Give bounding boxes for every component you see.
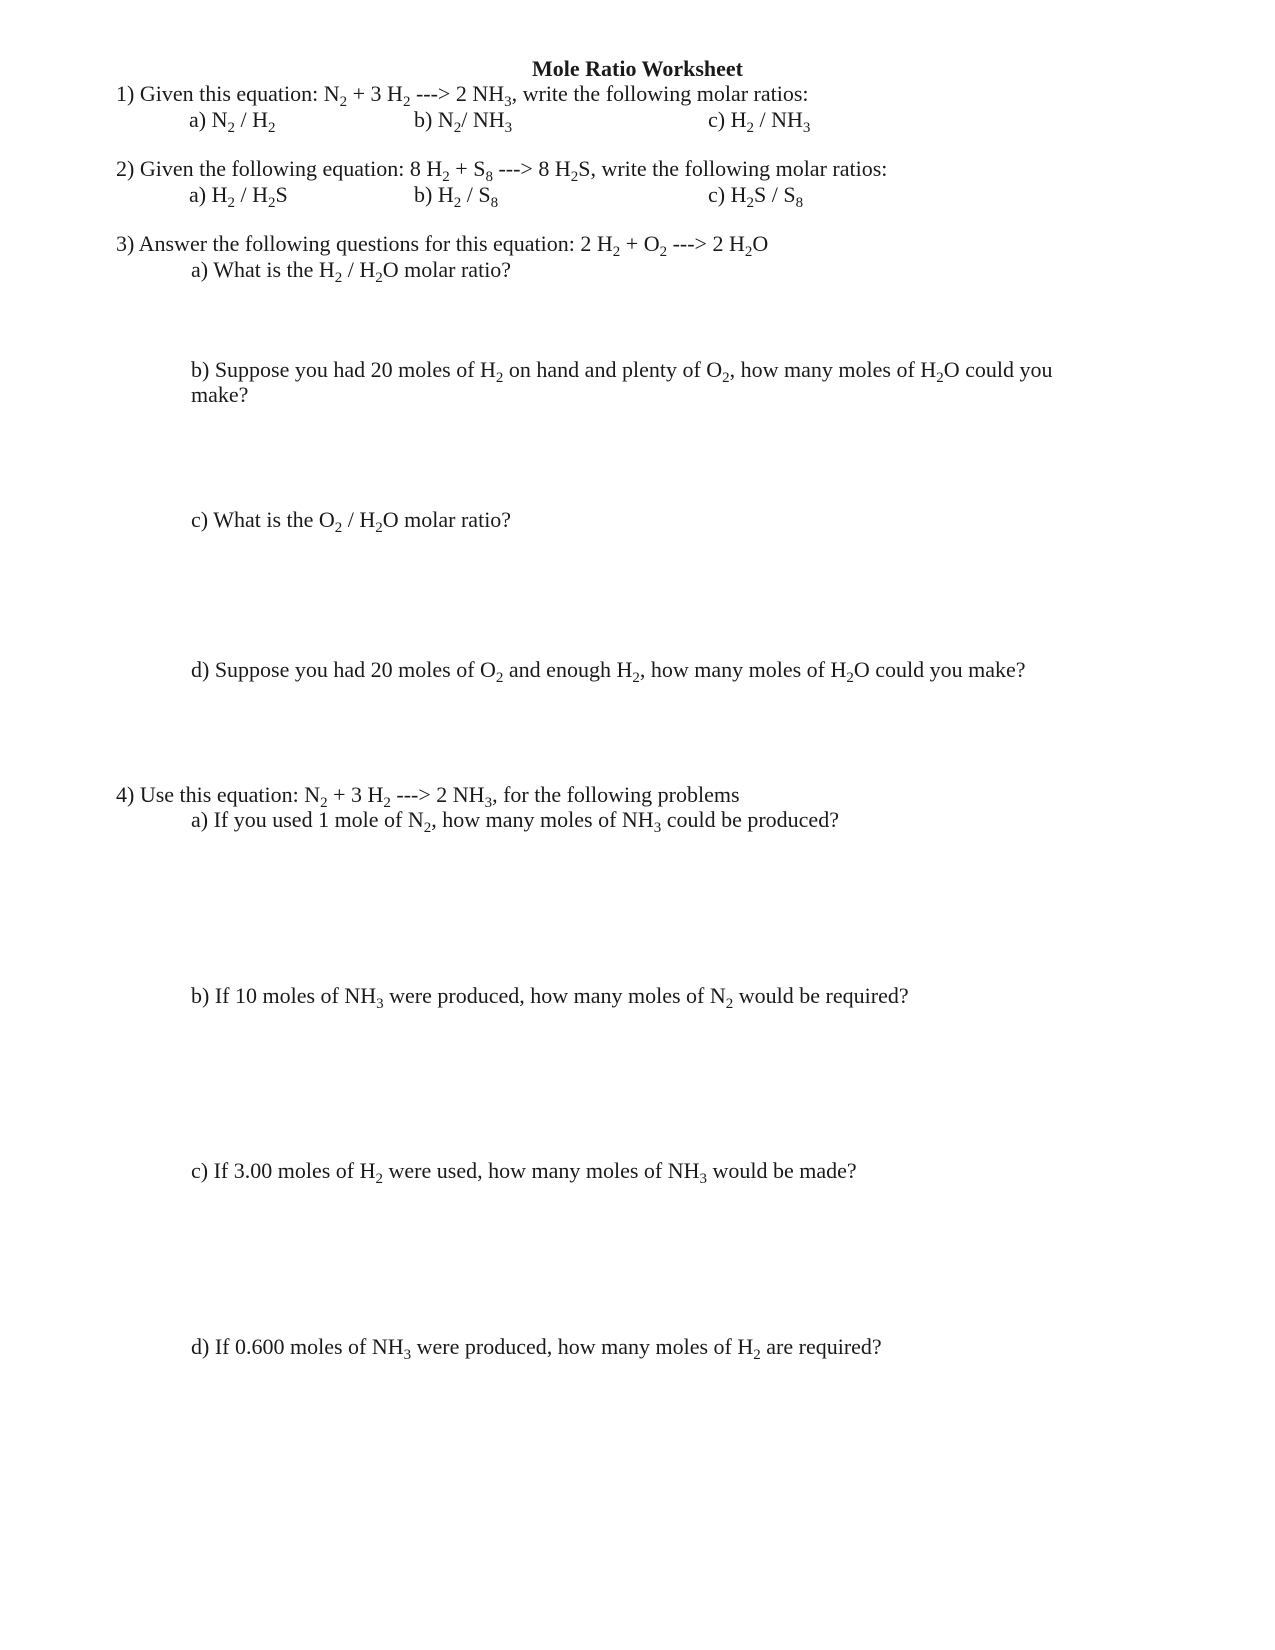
question-1-stem: 1) Given this equation: $N_2 + 3$ $H_2$ ---> 2 $NH_3$, write the following molar ratios: (116, 81, 809, 110)
subscript: 2 (442, 169, 450, 185)
subscript: 3 (484, 795, 493, 811)
subscript: 2 (453, 120, 462, 136)
subscript: 2 (227, 120, 235, 136)
subscript: 2 (495, 670, 504, 686)
subscript: 2 (383, 795, 391, 811)
subscript: 2 (753, 1347, 761, 1363)
question-2-stem: 2) Given the following equation: 8 $H_2 + S_8$ ---> 8 $H_2S$, write the following molar ratios: (116, 156, 888, 185)
subscript: 3 (802, 120, 811, 136)
subscript: 2 (375, 520, 383, 536)
question-4d: d) If 0.600 moles of $NH_3$ were produced, how many moles of $H_2$ are required? (191, 1334, 882, 1363)
subscript: 2 (334, 270, 343, 286)
question-2b: b) $H_2 / S_8$ (414, 182, 499, 211)
subscript: 2 (227, 195, 235, 211)
question-1b: b) $N_2/$ $NH_3$ (414, 107, 513, 136)
question-1a: a) $N_2 / H_2$ (189, 107, 276, 136)
subscript: 2 (320, 795, 328, 811)
subscript: 2 (746, 120, 754, 136)
question-4b: b) If 10 moles of $NH_3$ were produced, how many moles of $N_2$ would be required? (191, 983, 909, 1012)
subscript: 8 (490, 195, 499, 211)
question-2a: a) $H_2 / H_2S$ (189, 182, 288, 211)
subscript: 2 (375, 1171, 384, 1187)
question-4a: a) If you used 1 mole of $N_2$, how many moles of $NH_3$ could be produced? (191, 807, 839, 836)
question-3a: a) What is the $H_2 / H_2O$ molar ratio? (191, 257, 512, 286)
subscript: 2 (570, 169, 579, 185)
subscript: 3 (403, 1347, 412, 1363)
subscript: 2 (744, 244, 753, 260)
question-3c: c) What is the $O_2 / H_2O$ molar ratio? (191, 507, 512, 536)
question-3d: d) Suppose you had 20 moles of $O_2$ and enough $H_2$, how many moles of $H_2O$ could you make? (191, 657, 1026, 686)
subscript: 2 (334, 520, 343, 536)
subscript: 2 (453, 195, 462, 211)
subscript: 2 (612, 244, 621, 260)
subscript: 3 (653, 820, 662, 836)
subscript: 8 (795, 195, 804, 211)
subscript: 2 (632, 670, 640, 686)
subscript: 3 (504, 120, 513, 136)
question-3b: b) Suppose you had 20 moles of $H_2$ on hand and plenty of $O_2$, how many moles of $H_2O$ could you (191, 357, 1053, 386)
subscript: 2 (936, 370, 944, 386)
subscript: 3 (376, 996, 384, 1012)
subscript: 2 (659, 244, 668, 260)
subscript: 2 (267, 195, 276, 211)
subscript: 2 (402, 94, 411, 110)
subscript: 2 (495, 370, 504, 386)
subscript: 3 (504, 94, 512, 110)
subscript: 3 (699, 1171, 708, 1187)
question-3b-continued: make? (191, 382, 249, 407)
question-3-stem: 3) Answer the following questions for this equation: 2 $H_2 + O_2$ ---> 2 $H_2O$ (116, 231, 769, 260)
subscript: 2 (846, 670, 854, 686)
subscript: 8 (485, 169, 493, 185)
subscript: 2 (423, 820, 432, 836)
subscript: 2 (725, 996, 734, 1012)
subscript: 2 (746, 195, 754, 211)
question-2c: c) $H_2S / S_8$ (708, 182, 804, 211)
page-title: Mole Ratio Worksheet (531, 56, 743, 81)
subscript: 2 (339, 94, 348, 110)
subscript: 2 (267, 120, 276, 136)
question-4c: c) If 3.00 moles of $H_2$ were used, how many moles of $NH_3$ would be made? (191, 1158, 857, 1187)
subscript: 2 (375, 270, 383, 286)
subscript: 2 (722, 370, 730, 386)
question-1c: c) $H_2 / NH_3$ (708, 107, 811, 136)
question-4-stem: 4) Use this equation: $N_2 + 3$ $H_2$ ---> 2 $NH_3$, for the following problems (116, 782, 740, 811)
